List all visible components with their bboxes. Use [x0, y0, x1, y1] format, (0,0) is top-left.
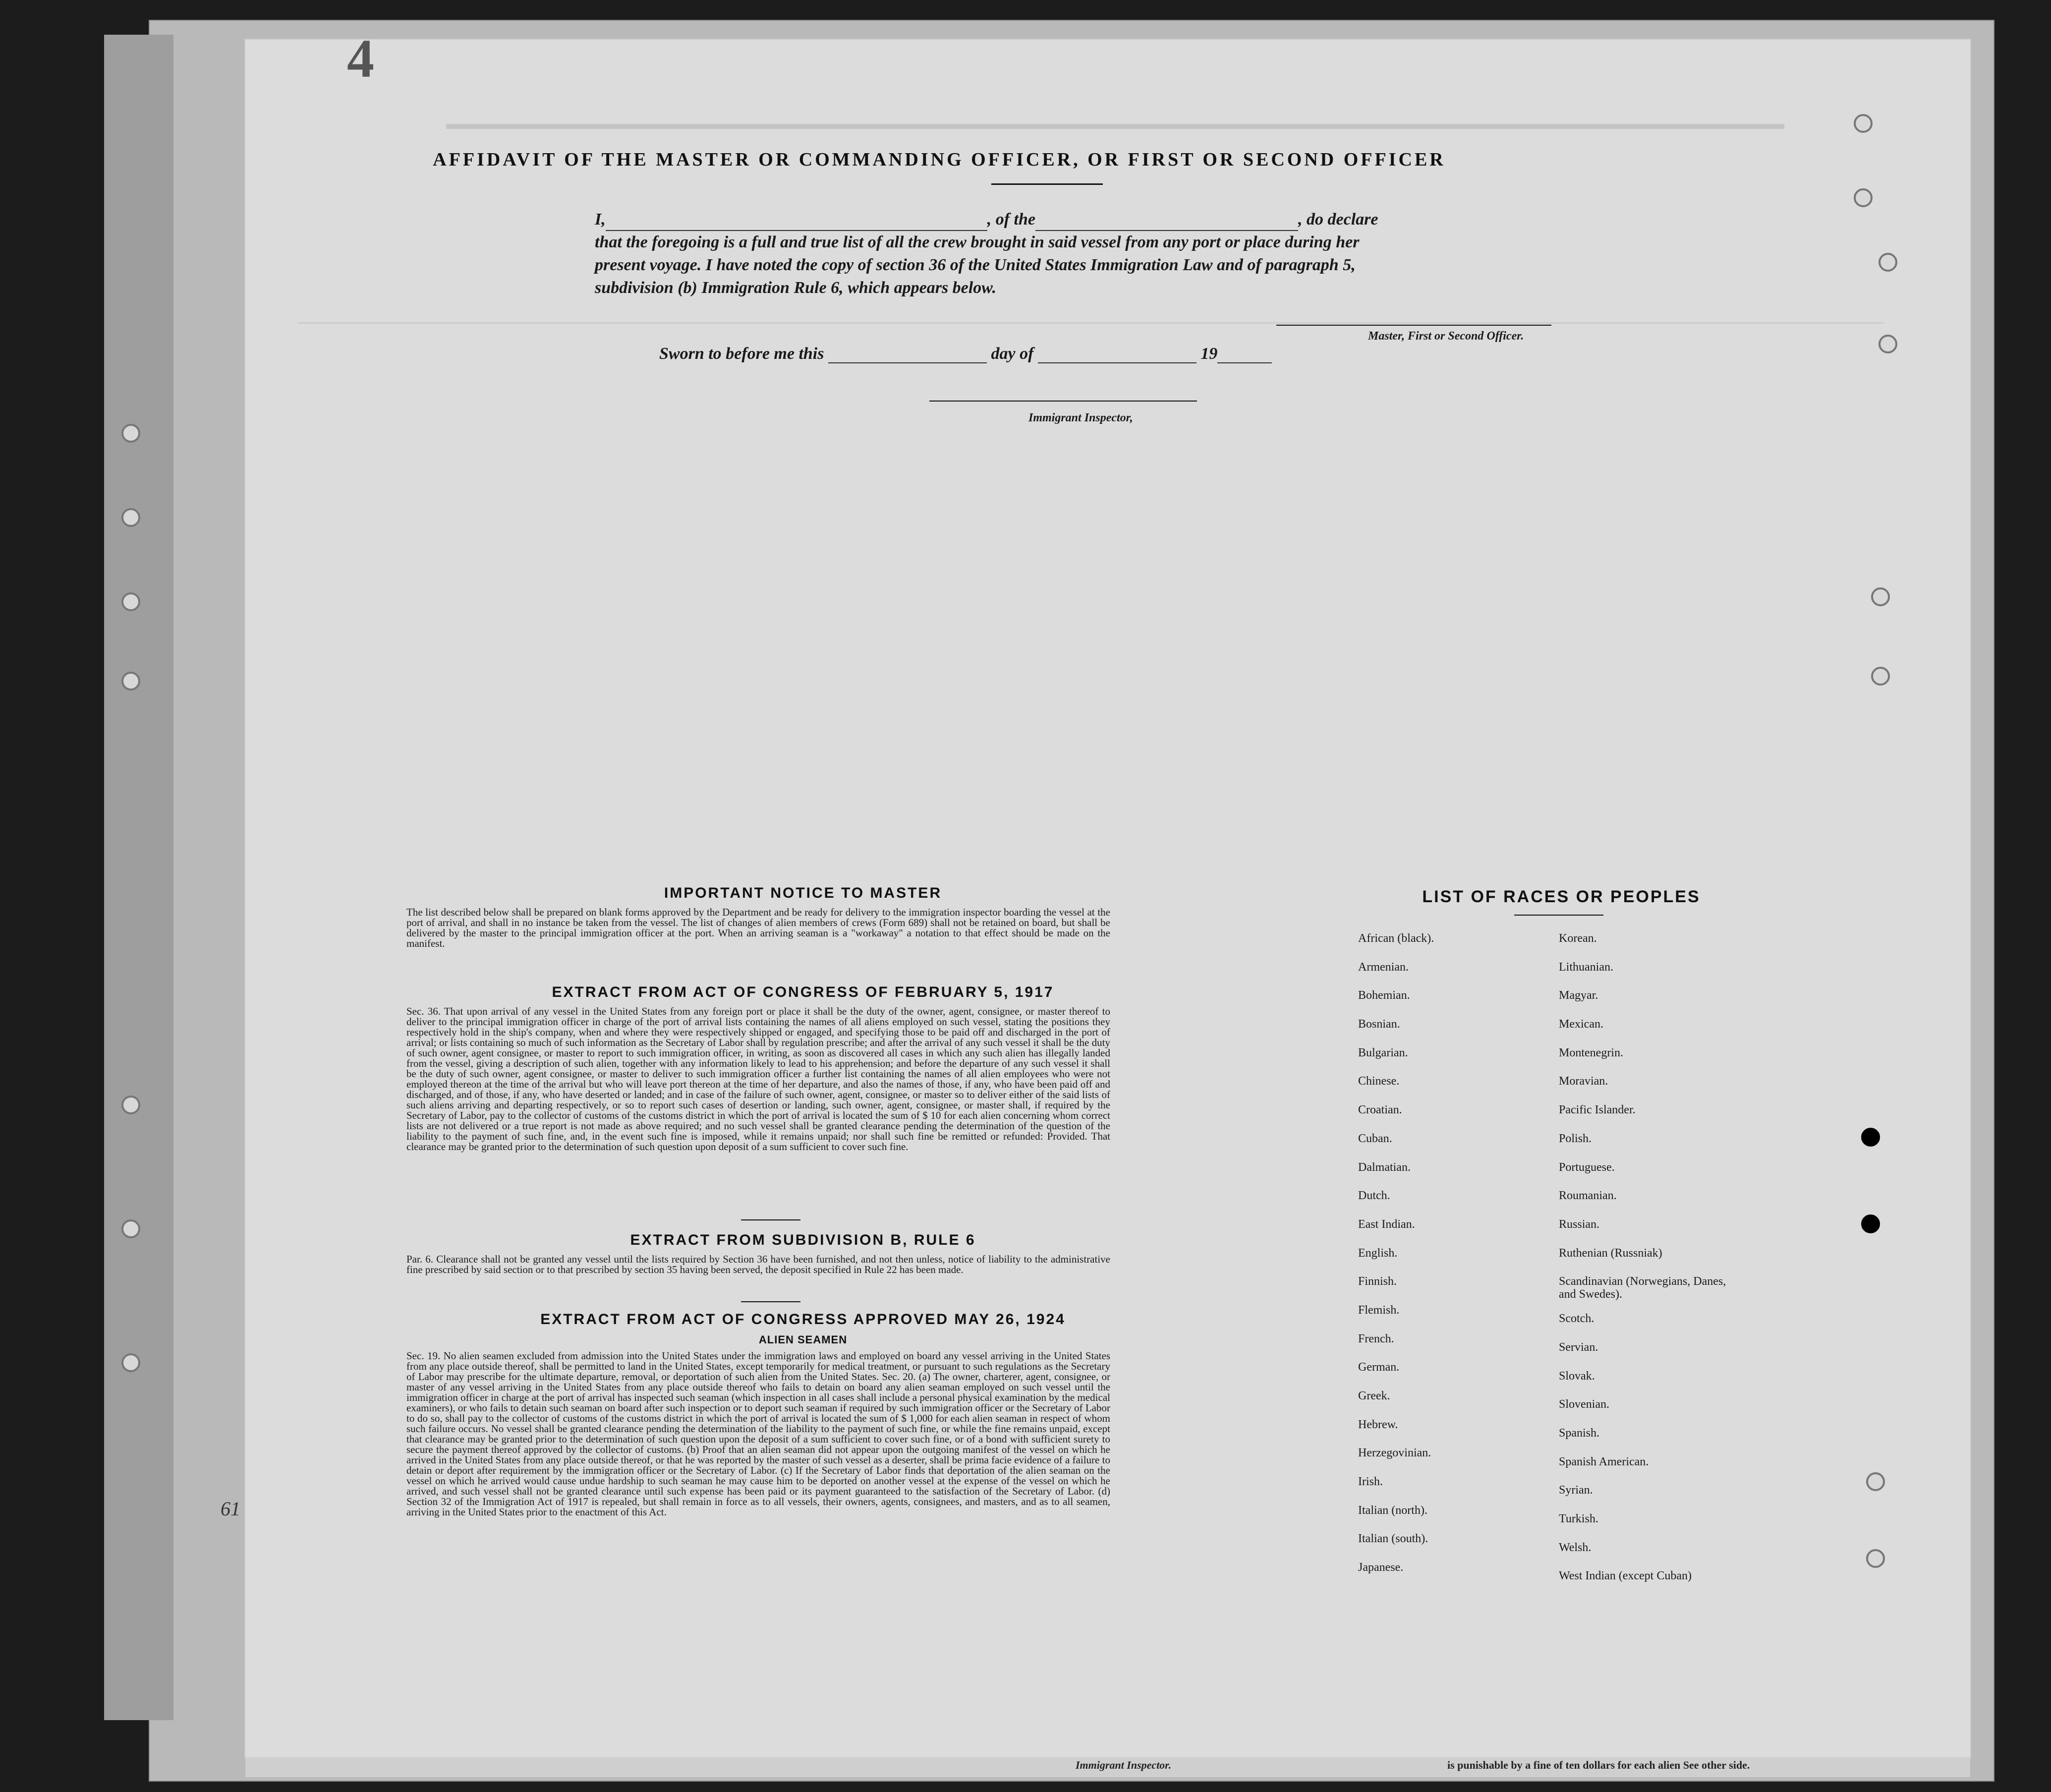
races-title-rule — [1514, 915, 1603, 916]
act-1917-title: EXTRACT FROM ACT OF CONGRESS OF FEBRUARY 5, 1917 — [552, 984, 1054, 1000]
act-1924-text: Sec. 19. No alien seamen excluded from admission into the United States under the immigration laws and employed on board any vessel arriving in the United States from any place outside thereof, shall be permitted to land in the United States, except temporarily for medical treatment, or pursuant to such regulations as the Secretary of Labor may prescribe for the ultimate departure, removal, or deportation of such alien from the United States. Sec. 20. (a) The owner, charterer, agent, consignee, or master of any vessel arriving in the United States from any place outside thereof who fails to detain on board any alien seaman employed on such vessel until the immigration officer in charge at the port of arrival has inspected such seaman (which inspection in all cases shall include a personal physical examination by the medical examiners), or who fails to detain such seaman on board after such inspection or to deport such seaman if required by such immigration officer or the Secretary of Labor to do so, shall pay to the collector of customs of the customs district in which the port of arrival is located the sum of $ 1,000 for each alien seaman in respect of whom such failure occurs. No vessel shall be granted clearance pending the determination of the liability to the payment of such fine, or while the fine remains unpaid, except that clearance may be granted prior to the determination of such question upon the deposit of a sum sufficient to cover such fine, or of a bond with sufficient surety to secure the payment thereof approved by the collector of customs. (b) Proof that an alien seaman did not appear upon the outgoing manifest of the vessel on which he arrived in the United States from any place outside thereof, or that he was reported by the master of such vessel as a deserter, shall be prima facie evidence of a failure to detain or deport after requirement by the immigration officer or the Secretary of Labor. (c) If the Secretary of Labor finds that deportation of the alien seaman on the vessel on which he arrived would cause undue hardship to such seaman he may cause him to be deported on another vessel at the expense of the vessel on which he arrived, and such vessel shall not be granted clearance until such expense has been paid or its payment guaranteed to the satisfaction of the Secretary of Labor. (d) Section 32 of the Immigration Act of 1917 is repealed, but shall remain in force as to all vessels, their owners, agents, consignees, and masters, and as to all seamen, arriving in the United States prior to the enactment of this Act. — [406, 1350, 1110, 1518]
race-item: Slovak. — [1559, 1369, 1595, 1383]
affidavit-line-3: present voyage. I have noted the copy of section 36 of the United States Immigration Law and of paragraph 5, — [595, 256, 1356, 274]
sworn-line: Sworn to before me this day of 19 — [659, 345, 1272, 363]
binder-hole — [1861, 1214, 1880, 1233]
race-item: Lithuanian. — [1559, 960, 1613, 974]
section-rule — [741, 1219, 800, 1220]
race-item: Portuguese. — [1559, 1160, 1615, 1174]
race-item: Mexican. — [1559, 1018, 1603, 1031]
affidavit-line-1: I, , of the , do declare — [595, 208, 1537, 231]
bleed-through-line — [446, 124, 1784, 129]
race-item: Bohemian. — [1358, 989, 1410, 1002]
race-item: Greek. — [1358, 1389, 1390, 1402]
race-item: Slovenian. — [1559, 1398, 1609, 1411]
race-item: Cuban. — [1358, 1132, 1392, 1145]
race-item: Armenian. — [1358, 960, 1409, 974]
binder-hole — [121, 1353, 140, 1372]
binder-hole — [121, 424, 140, 443]
race-item: Montenegrin. — [1559, 1046, 1623, 1059]
race-item: Russian. — [1559, 1217, 1600, 1231]
binder-hole — [1866, 1549, 1885, 1568]
race-item: Syrian. — [1559, 1484, 1593, 1497]
master-signature-line[interactable] — [1276, 325, 1551, 326]
act-1924-subtitle: ALIEN SEAMEN — [758, 1333, 848, 1346]
sworn-year-field[interactable] — [1217, 350, 1272, 363]
race-item: Bosnian. — [1358, 1018, 1400, 1031]
master-name-field[interactable] — [606, 215, 987, 231]
race-item: Japanese. — [1358, 1561, 1404, 1574]
affidavit-line-2: that the foregoing is a full and true list of all the crew brought in said vessel from any port or place during her — [595, 233, 1360, 251]
binder-hole — [1871, 667, 1890, 686]
races-title: LIST OF RACES OR PEOPLES — [1422, 887, 1701, 906]
bottom-fine-note: is punishable by a fine of ten dollars for each alien See other side. — [1447, 1759, 1750, 1771]
race-item: Herzegovinian. — [1358, 1446, 1431, 1460]
vessel-name-field[interactable] — [1035, 215, 1298, 231]
notice-title: IMPORTANT NOTICE TO MASTER — [664, 885, 942, 901]
binder-hole — [1861, 1128, 1880, 1147]
inspector-signature-label: Immigrant Inspector, — [1028, 411, 1133, 424]
binder-hole — [1879, 335, 1897, 353]
race-item: Finnish. — [1358, 1275, 1397, 1288]
binder-hole — [121, 1096, 140, 1114]
binder-hole — [1879, 253, 1897, 272]
master-signature-label: Master, First or Second Officer. — [1368, 330, 1524, 343]
race-item: Bulgarian. — [1358, 1046, 1408, 1059]
act-1917-text: Sec. 36. That upon arrival of any vessel in the United States from any foreign port or place it shall be the duty of the owner, agent, consignee, or master thereof to deliver to the principal immigration officer in charge of the port of arrival lists containing the names of all aliens employed on such vessel, stating the positions they respectively hold in the ship's company, when and where they were respectively shipped or engaged, and specifying those to be paid off and discharged in the port of arrival; or lists containing so much of such information as the Secretary of Labor shall by regulation prescribe; and after the arrival of any such vessel it shall be the duty of such owner, agent consignee, or master to report to such immigration officer, in writing, as soon as discovered all cases in which any such alien has illegally landed from the vessel, giving a description of such alien, together with any information likely to lead to his apprehension; and before the departure of any such vessel it shall be the duty of such owner, agent consignee, or master to deliver to such immigration officer a further list containing the names of all alien employees who were not employed thereon at the time of the arrival but who will leave port thereon at the time of her departure, and also the names of those, if any, who have been paid off and discharged, and of those, if any, who have deserted or landed; and in case of the failure of such owner, agent, consignee, or master so to deliver either of the said lists of such aliens arriving and departing respectively, or so to report such cases of desertion or landing, such owner, agent, consignee, or master shall, if required by the Secretary of Labor, pay to the collector of customs of the customs district in which the port of arrival is located the sum of $ 10 for each alien concerning whom correct lists are not delivered or a true report is not made as above required; and no such vessel shall be granted clearance pending the determination of the question of the liability to the payment of such fine, and, in the event such fine is imposed, while it remains unpaid; nor shall such fine be remitted or refunded: Provided. That clearance may be granted prior to the determination of such question upon deposit of a sum sufficient to cover such fine. — [406, 1005, 1110, 1153]
race-item: German. — [1358, 1361, 1400, 1374]
race-item: Flemish. — [1358, 1303, 1400, 1317]
race-item: Dalmatian. — [1358, 1160, 1411, 1174]
binder-hole — [121, 508, 140, 527]
affidavit-line-4: subdivision (b) Immigration Rule 6, which appears below. — [595, 279, 997, 297]
binder-hole — [121, 592, 140, 611]
margin-handwriting: 61 — [221, 1498, 240, 1520]
races-column-1 — [1358, 932, 1546, 1590]
bleed-through-line — [297, 322, 1883, 324]
title-rule — [991, 183, 1103, 185]
race-item: Scandinavian (Norwegians, Danes, and Swedes). — [1559, 1275, 1726, 1301]
race-item: Ruthenian (Russniak) — [1559, 1246, 1662, 1260]
race-item: Moravian. — [1559, 1075, 1608, 1088]
race-item: Dutch. — [1358, 1189, 1390, 1203]
race-item: Servian. — [1559, 1340, 1598, 1354]
sworn-day-field[interactable] — [828, 350, 987, 363]
section-rule — [741, 1301, 800, 1302]
notice-text: The list described below shall be prepared on blank forms approved by the Department and be ready for delivery to the immigration inspector boarding the vessel at the port of arrival, and shall in no instance be taken from the vessel. The list of changes of alien members of crews (Form 689) shall not be retained on board, but shall be delivered by the master to the principal immigration officer at the port. When an arriving seaman is a "workaway" a notation to that effect should be made on the manifest. — [406, 906, 1110, 949]
race-item: Korean. — [1559, 932, 1597, 945]
race-item: Pacific Islander. — [1559, 1103, 1636, 1117]
race-item: Roumanian. — [1559, 1189, 1617, 1203]
races-column-2 — [1559, 932, 1737, 1598]
bottom-inspector-label: Immigrant Inspector. — [1076, 1759, 1172, 1771]
rule-6-title: EXTRACT FROM SUBDIVISION B, RULE 6 — [630, 1232, 976, 1248]
binder-hole — [1854, 188, 1873, 207]
race-item: Magyar. — [1559, 989, 1598, 1002]
sworn-month-field[interactable] — [1038, 350, 1196, 363]
binder-hole — [1866, 1472, 1885, 1491]
race-item: English. — [1358, 1246, 1398, 1260]
race-item: African (black). — [1358, 932, 1434, 945]
race-item: French. — [1358, 1332, 1394, 1345]
binder-hole — [121, 1219, 140, 1238]
race-item: East Indian. — [1358, 1217, 1415, 1231]
race-item: Irish. — [1358, 1475, 1383, 1489]
affidavit-title: AFFIDAVIT OF THE MASTER OR COMMANDING OFFICER, OR FIRST OR SECOND OFFICER — [433, 149, 1446, 170]
binder-hole — [121, 672, 140, 691]
race-item: Italian (south). — [1358, 1532, 1428, 1546]
rule-6-text: Par. 6. Clearance shall not be granted any vessel until the lists required by Section 36 have been furnished, and not then unless, notice of liability to the administrative fine prescribed by said section or to that prescribed by section 35 having been served, the deposit specified in Rule 22 has been made. — [406, 1253, 1110, 1275]
inspector-signature-line[interactable] — [929, 401, 1197, 402]
race-item: Turkish. — [1559, 1512, 1598, 1526]
race-item: Spanish. — [1559, 1427, 1600, 1440]
binder-hole — [1854, 114, 1873, 133]
race-item: Hebrew. — [1358, 1418, 1398, 1431]
race-item: Polish. — [1559, 1132, 1592, 1145]
binder-hole — [1871, 587, 1890, 606]
race-item: Italian (north). — [1358, 1503, 1427, 1517]
affidavit-body — [595, 208, 1537, 299]
race-item: Chinese. — [1358, 1075, 1400, 1088]
race-item: Scotch. — [1559, 1312, 1595, 1326]
act-1924-title: EXTRACT FROM ACT OF CONGRESS APPROVED MAY 26, 1924 — [540, 1311, 1066, 1328]
page-number-mark: 4 — [347, 28, 374, 89]
race-item: Welsh. — [1559, 1541, 1592, 1554]
race-item: West Indian (except Cuban) — [1559, 1569, 1692, 1583]
race-item: Spanish American. — [1559, 1455, 1649, 1468]
binder-edge — [104, 35, 173, 1720]
race-item: Croatian. — [1358, 1103, 1402, 1117]
